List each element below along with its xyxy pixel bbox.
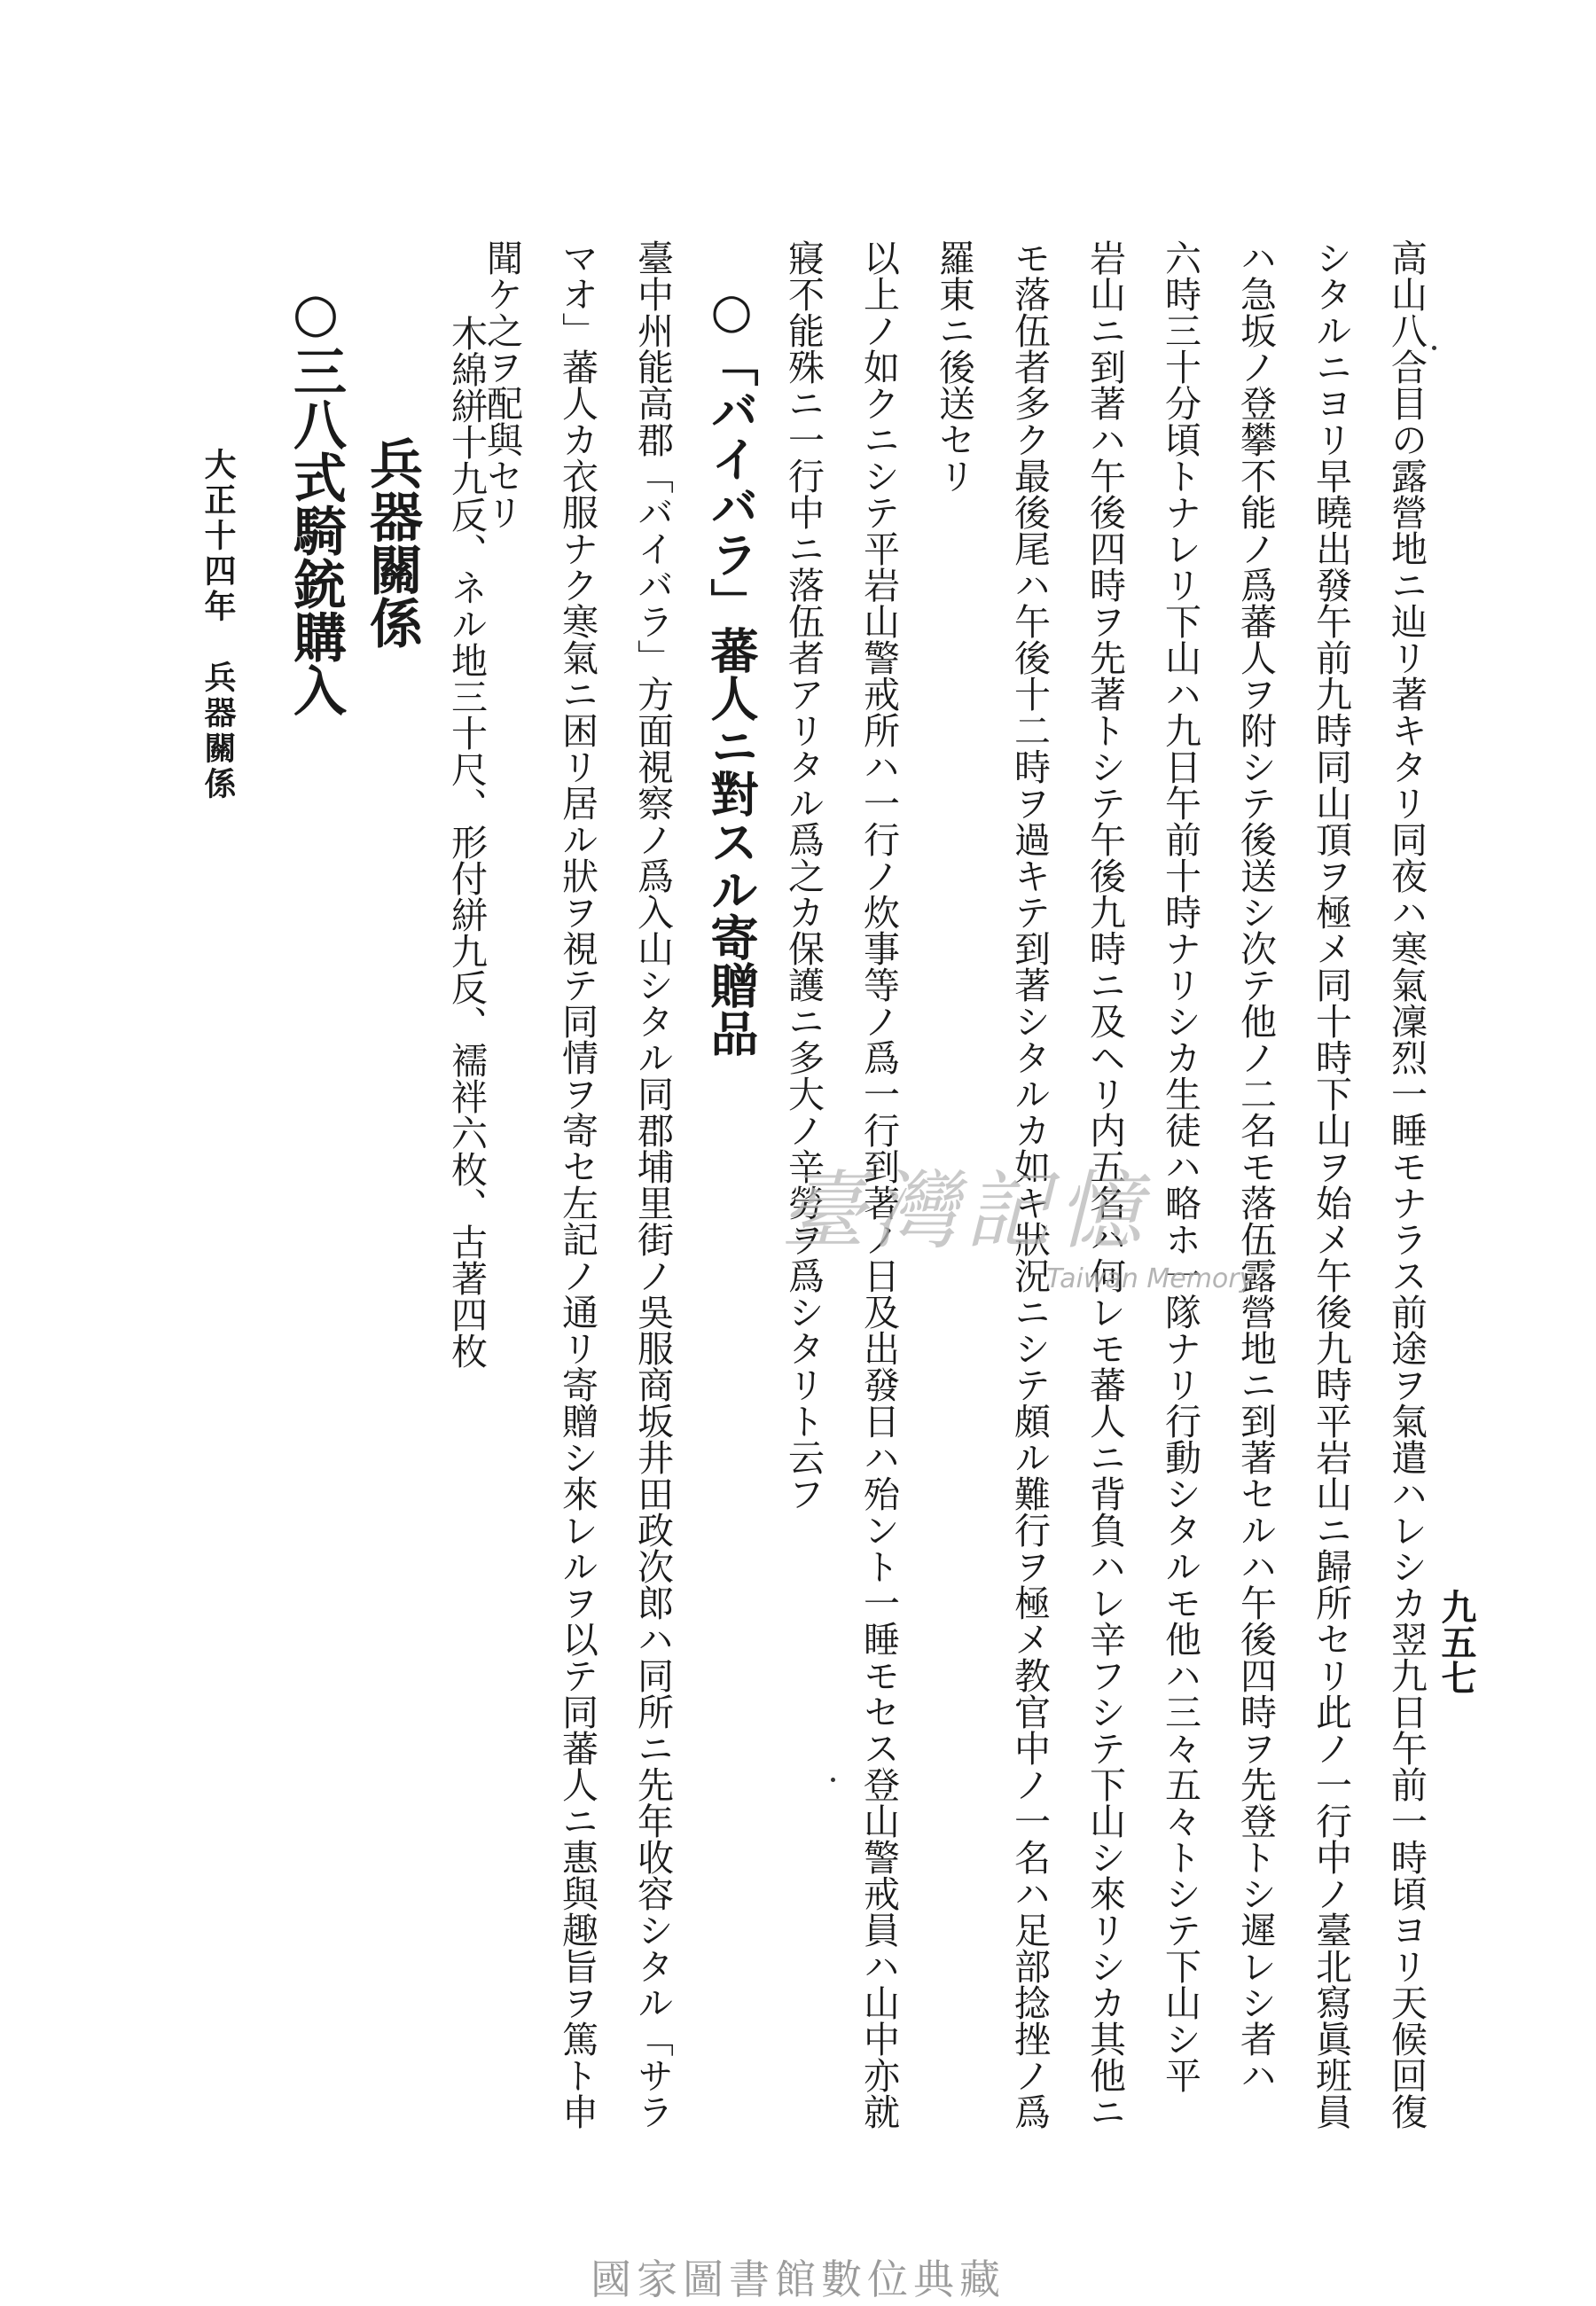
- body-line: 高山八合目の露營地ニ辿リ著キタリ同夜ハ寒氣凜烈一睡モナラス前途ヲ氣遣ハレシカ翌九日午前一時頃ヨリ天候回復: [1385, 239, 1428, 2130]
- page-number: 九五七: [1436, 1589, 1477, 1695]
- body-line: 寢不能殊ニ一行中ニ落伍者アリタル爲之カ保護ニ多大ノ辛勞ヲ爲シタリト云フ: [782, 239, 825, 1512]
- body-line: 六時三十分頃トナレリ下山ハ九日午前十時ナリシカ生徒ハ略ホ一隊ナリ行動シタルモ他ハ三々五々トシテ下山シ平: [1159, 239, 1201, 2093]
- body-line: 岩山ニ到著ハ午後四時ヲ先著トシテ午後九時ニ及ヘリ内五名ハ何レモ蕃人ニ背負ハレ辛フシテ下山シ來リシカ其他ニ: [1084, 239, 1126, 2130]
- running-head: 大正十四年 兵器關係: [200, 448, 237, 802]
- article-heading: ○「バイバラ」蕃人ニ對スル寄贈品: [703, 282, 760, 1057]
- items-list: 木綿絣十九反、ネル地三十尺、形付絣九反、襦袢六枚、古著四枚: [445, 315, 488, 1369]
- body-line: ハ急坂ノ登攀不能ノ爲蕃人ヲ附シテ後送シ次テ他ノ二名モ落伍露營地ニ到著セルハ午後四時ヲ先登トシ遲レシ者ハ: [1234, 239, 1277, 2093]
- scan-speck: [831, 1778, 835, 1782]
- body-line: シタルニヨリ早曉出發午前九時同山頂ヲ極メ同十時下山ヲ始メ午後九時平岩山ニ歸所セリ此ノ一行中ノ臺北寫眞班員: [1310, 239, 1352, 2130]
- body-line: モ落伍者多ク最後尾ハ午後十二時ヲ過キテ到著シタルカ如キ狀況ニシテ頗ル難行ヲ極メ教官中ノ一名ハ足部捻挫ノ爲: [1008, 239, 1051, 2130]
- watermark-text: 臺灣記憶: [780, 1161, 1149, 1261]
- watermark-subtext: Taiwan Memory: [1046, 1263, 1256, 1294]
- body-line: 臺中州能高郡「バイバラ」方面視察ノ爲入山シタル同郡埔里街ノ吳服商坂井田政次郎ハ同所ニ先年收容シタル「サラ: [631, 239, 674, 2130]
- body-line: マオ」蕃人カ衣服ナク寒氣ニ困リ居ル狀ヲ視テ同情ヲ寄セ左記ノ通リ寄贈シ來レルヲ以テ同蕃人ニ惠與趣旨ヲ篤ト申: [556, 239, 598, 2130]
- body-line: 聞ケ之ヲ配與セリ: [481, 239, 523, 530]
- article-heading: ○三八式騎銃購入: [285, 282, 347, 716]
- scan-speck: [1432, 346, 1436, 350]
- body-line: 以上ノ如クニシテ平岩山警戒所ハ一行ノ炊事等ノ爲一行到著ノ日及出發日ハ殆ント一睡モセス登山警戒員ハ山中亦就: [857, 239, 900, 2130]
- body-line: 羅東ニ後送セリ: [933, 239, 975, 494]
- section-heading: 兵器關係: [361, 436, 423, 649]
- footer-credit: 國家圖書館數位典藏: [591, 2255, 1005, 2303]
